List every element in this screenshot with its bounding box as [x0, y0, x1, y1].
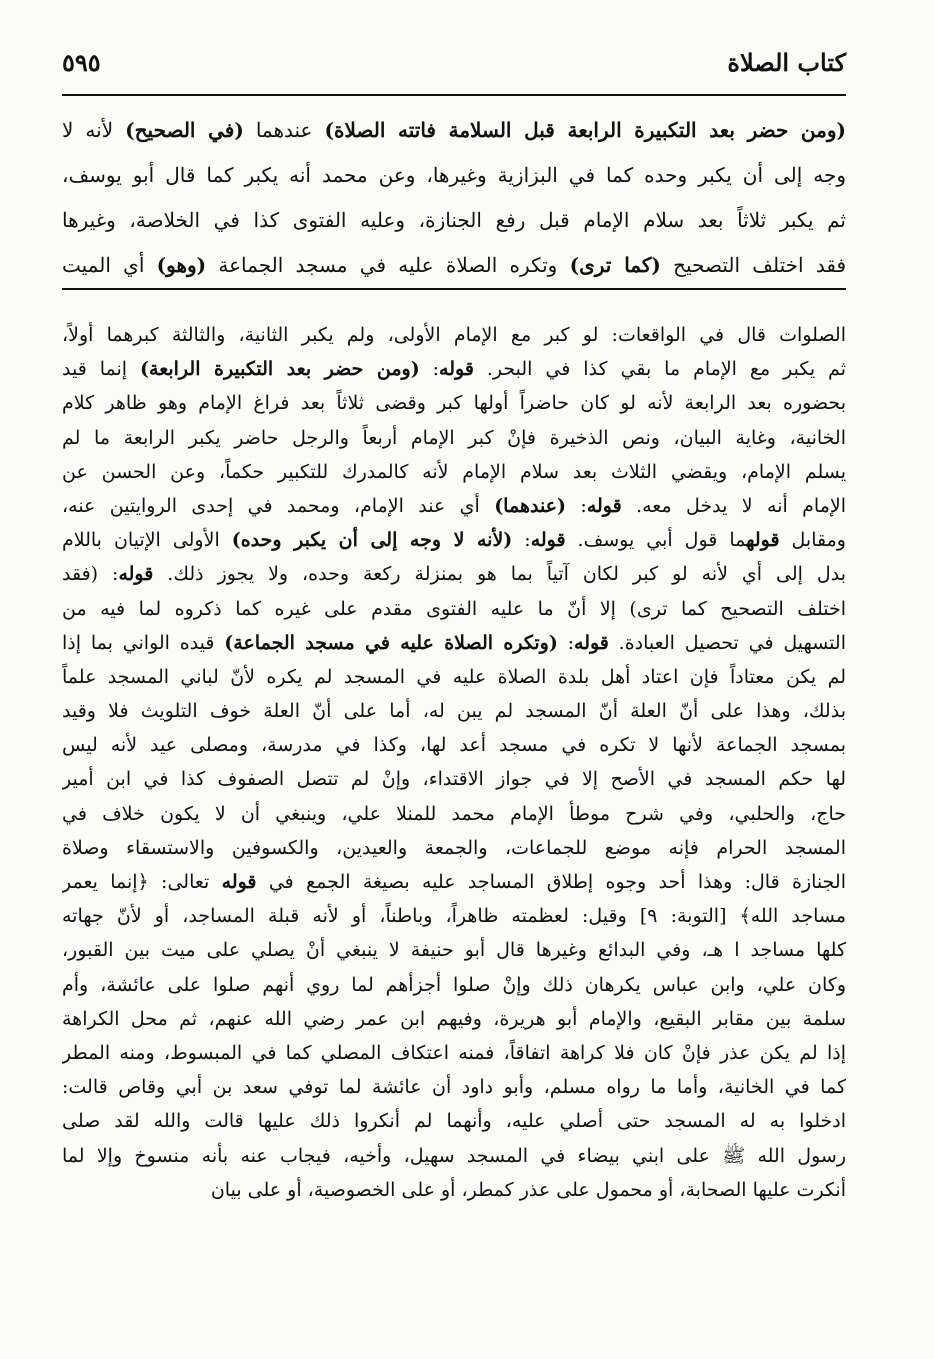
chapter-title: كتاب الصلاة [727, 47, 846, 77]
main-text [62, 108, 846, 288]
main-text-line: (ومن حضر بعد التكبيرة الرابعة قبل السلامة فاتته الصلاة) عندهما (في الصحيح) لأنه لا [62, 118, 846, 142]
commentary-line: إذا لم يكن عذر فإنْ كان فلا كراهة اتفاقاً، فمنه اعتكاف المصلي كما في المبسوط، ومنه المطر [62, 1041, 846, 1064]
commentary-line: رسول الله ﷺ على ابني بيضاء في المسجد سهيل، وأخيه، فيجاب عنه بأنه منسوخ وإلا لما [62, 1144, 846, 1167]
commentary-line: الصلوات قال في الواقعات: لو كبر مع الإمام الأولى، ولم يكبر الثانية، والثالثة كبرهما أولاً، [62, 324, 846, 346]
commentary-text [62, 318, 846, 1207]
commentary-line: مساجد الله﴾ [التوبة: ٩] وقيل: لعظمته ظاهراً، وباطناً، أو لأنه قبلة المساجد، أو لأنّ جهاته [62, 905, 846, 928]
commentary-line: يسلم الإمام، ويقضي الثلاث بعد سلام الإمام لأنه كالمدرك للتكبير حكماً، وعن الحسن عن [62, 460, 846, 483]
section-divider [62, 288, 846, 290]
main-text-line: ثم يكبر ثلاثاً بعد سلام الإمام قبل رفع الجنازة، وعليه الفتوى كذا في الخلاصة، وغيرها [62, 208, 846, 232]
commentary-line: ومقابل قولهما قول أبي يوسف. قوله: (لأنه لا وجه إلى أن يكبر وحده) الأولى الإتيان باللام [62, 529, 846, 552]
commentary-line: الجنازة قال: وهذا أحد وجوه إطلاق المساجد عليه بصيغة الجمع في قوله تعالى: ﴿إنما يعمر [62, 871, 846, 893]
commentary-line: الإمام أنه لا يدخل معه. قوله: (عندهما) أي عند الإمام، ومحمد في إحدى الروايتين عنه، [62, 494, 846, 517]
commentary-line: كما في الخانية، وأما ما رواه مسلم، وأبو داود أن عائشة لما توفي سعد بن أبي وقاص قالت: [62, 1076, 846, 1099]
main-text-line: وجه إلى أن يكبر وحده كما في البزازية وغيرها، وعن محمد أنه يكبر كما قال أبو يوسف، [62, 163, 846, 187]
page-header [62, 40, 846, 84]
page-number: ٥٩٥ [62, 47, 101, 77]
commentary-line: بدل إلى أي لأنه لو كبر لكان آتياً بما هو بمنزلة ركعة وحده، ولا يجوز ذلك. قوله: (فقد [62, 563, 846, 586]
commentary-line: اختلف التصحيح كما ترى) إلا أنّ ما عليه الفتوى مقدم على غيره كما ذكروه لما فيه من [62, 597, 846, 620]
commentary-line: أنكرت عليها الصحابة، أو محمول على عذر كمطر، أو على الخصوصية، أو على بيان [210, 1178, 846, 1201]
commentary-line: سلمة بين مقابر البقيع، والإمام أبو هريرة، وفيهم ابن عمر رضي الله عنهم، ثم محل الكراهة [62, 1007, 846, 1030]
commentary-line: الخانية، وغاية البيان، ونص الذخيرة فإنْ كبر الإمام أربعاً والرجل حاضر يكبر الرابعة ما لم [62, 426, 846, 449]
commentary-line: التسهيل في تحصيل العبادة. قوله: (وتكره الصلاة عليه في مسجد الجماعة) قيده الواني بما إذا [62, 631, 846, 654]
commentary-line: لم يكن معتاداً فإن اعتاد أهل بلدة الصلاة عليه في المسجد لم يكره لأنّ لباني المسجد علماً [62, 665, 846, 688]
commentary-line: وكان علي، وابن عباس يكرهان ذلك وإنْ صلوا أجزأهم لما روي أنهم صلوا على عائشة، وأم [62, 973, 846, 996]
commentary-line: لها حكم المسجد في الأصح إلا في جواز الاقتداء، وإنْ لم تتصل الصفوف كذا في ابن أمير [62, 768, 846, 791]
commentary-line: بحضوره بعد الرابعة لأنه لو كان حاضراً أولها كبر وقضى ثلاثاً بعد فراغ الإمام وهو ظاهر كلام [62, 392, 846, 415]
commentary-line: كلها مساجد ا هـ، وفي البدائع وغيرها قال أبو حنيفة لا ينبغي أنْ يصلي على ميت بين القبور، [62, 939, 846, 962]
main-text-line: فقد اختلف التصحيح (كما ترى) وتكره الصلاة عليه في مسجد الجماعة (وهو) أي الميت [62, 253, 846, 277]
header-rule [62, 94, 846, 96]
commentary-line: حاج، والحلبي، وفي شرح موطأ الإمام محمد للمنلا علي، وينبغي أن لا يكون خلاف في [62, 802, 846, 825]
commentary-line: بذلك، وهذا على أنّ العلة أنّ المسجد لم يبن له، أما على أنّ العلة خوف التلويث فلا وقيد [62, 700, 846, 723]
commentary-line: بمسجد الجماعة لأنها لا تكره في مسجد أعد لها، وكذا في مدرسة، ومصلى عيد لأنه ليس [62, 734, 846, 757]
commentary-line: ثم يكبر مع الإمام ما بقي كذا في البحر. قوله: (ومن حضر بعد التكبيرة الرابعة) إنما قيد [62, 358, 846, 381]
commentary-line: المسجد الحرام فإنه موضع للجماعات، والجمعة والعيدين، والكسوفين والاستسقاء وصلاة [62, 836, 846, 859]
commentary-line: ادخلوا به له المسجد حتى أصلي عليه، وأنهما لم أنكروا ذلك عليها قالت والله لقد صلى [62, 1110, 846, 1133]
